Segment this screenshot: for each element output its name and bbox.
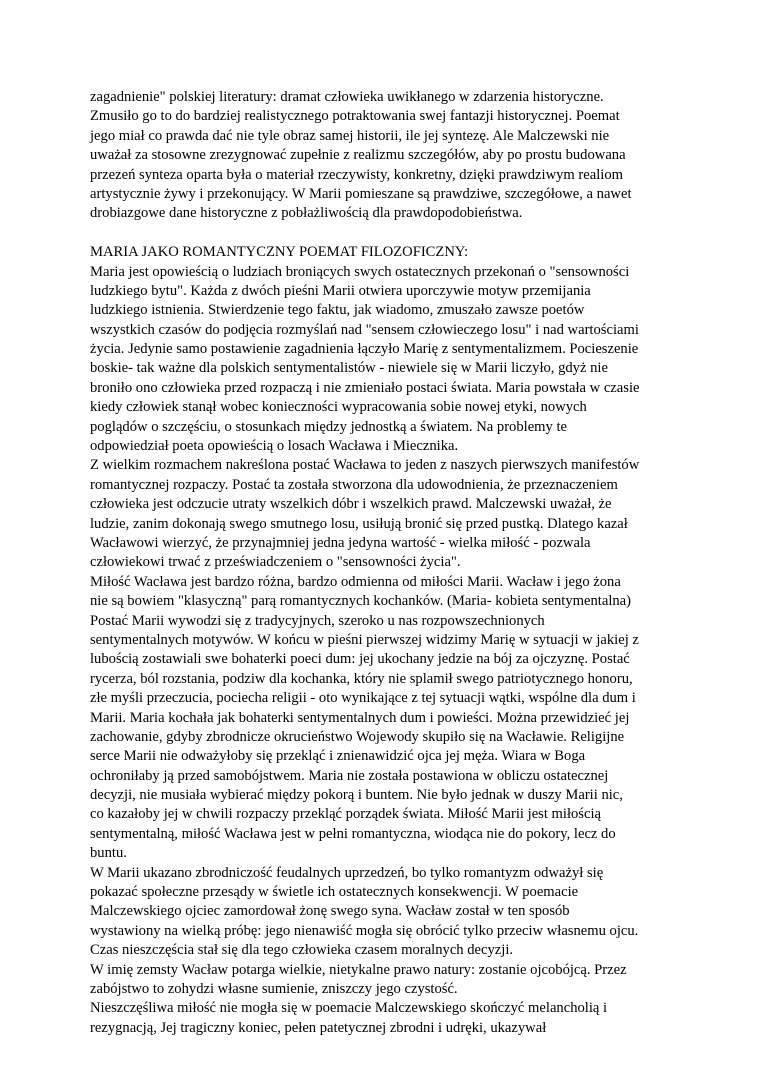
text-line: Maria jest opowieścią o ludziach broniących swych ostatecznych przekonań o "sensowności [90, 263, 630, 280]
text-line: Czas nieszczęścia stał się dla tego człowieka czasem moralnych decyzji. [90, 942, 514, 959]
text-line: kiedy człowiek stanął wobec konieczności wypracowania sobie nowej etyki, nowych [90, 399, 587, 416]
text-line: broniło ono człowieka przed rozpaczą i nie zmieniało postaci świata. Maria powstała w czasie [90, 379, 640, 396]
text-line: lubością zostawiali swe bohaterki poeci dum: jej ukochany jedzie na bój za ojczyznę. Postać [90, 651, 630, 668]
text-line: decyzji, nie musiała wybierać między pokorą i buntem. Nie było jednak w duszy Marii nic, [90, 787, 623, 804]
text-line: Marii. Maria kochała jak bohaterki sentymentalnych dum i powieści. Można przewidzieć jej [90, 709, 630, 726]
text-line: W Marii ukazano zbrodniczość feudalnych uprzedzeń, bo tylko romantyzm odważył się [90, 864, 604, 881]
blank-line [90, 224, 680, 243]
text-line: W imię zemsty Wacław potarga wielkie, nietykalne prawo natury: zostanie ojcobójcą. Przez [90, 961, 627, 978]
text-line: przezeń synteza oparta była o materiał rzeczywisty, konkretny, dzięki prawdziwym realiom [90, 166, 623, 183]
document-page [90, 88, 680, 1038]
text-line: Malczewskiego ojciec zamordował żonę swego syna. Wacław został w ten sposób [90, 903, 570, 920]
text-line: uważał za stosowne zrezygnować zupełnie z realizmu szczegółów, aby po prostu budowana [90, 147, 626, 164]
text-line: jego miał co prawda dać nie tyle obraz samej historii, ile jej syntezę. Ale Malczewski nie [90, 127, 610, 144]
text-line: Postać Marii wywodzi się z tradycyjnych, szeroko u nas rozpowszechnionych [90, 612, 545, 629]
text-line: Nieszczęśliwa miłość nie mogła się w poemacie Malczewskiego skończyć melancholią i [90, 1000, 608, 1017]
text-line: ludzkiego bytu". Każda z dwóch pieśni Marii otwiera uporczywie motyw przemijania [90, 282, 591, 299]
text-line: rezygnacją, Jej tragiczny koniec, pełen patetycznej zbrodni i udręki, ukazywał [90, 1019, 547, 1036]
text-line: serce Marii nie odważyłoby się przekląć i znienawidzić ojca jej męża. Wiara w Boga [90, 748, 586, 765]
text-line: Zmusiło go to do bardziej realistycznego potraktowania swej fantazji historycznej. Poemat [90, 108, 620, 125]
text-line: ludzkiego istnienia. Stwierdzenie tego faktu, jak wiadomo, zmuszało zawsze poetów [90, 302, 585, 319]
paragraph-unhappy-love [90, 999, 680, 1038]
paragraph-waclaw-despair [90, 456, 680, 572]
text-line: Z wielkim rozmachem nakreślona postać Wacława to jeden z naszych pierwszych manifestów [90, 457, 640, 474]
text-line: sentymentalnych motywów. W końcu w pieśni pierwszej widzimy Marię w sytuacji w jakiej z [90, 631, 639, 648]
text-line: złe myśli przeczucia, pociecha religii - oto wynikające z tej sytuacji wątki, wspólne dla dum i [90, 690, 636, 707]
text-line: nie są bowiem "klasyczną" parą romantycznych kochanków. (Maria- kobieta sentymentalna) [90, 593, 632, 610]
text-line: wystawiony na wielką próbę: jego nienawiść mogła się obrócić tylko przeciw własnemu ojcu. [90, 922, 639, 939]
text-line: ochroniłaby ją przed samobójstwem. Maria nie została postawiona w obliczu ostatecznej [90, 767, 609, 784]
paragraph-feudal-prejudice [90, 864, 680, 961]
text-line: Miłość Wacława jest bardzo różna, bardzo odmienna od miłości Marii. Wacław i jego żona [90, 573, 621, 590]
text-line: artystycznie żywy i przekonujący. W Marii pomieszane są prawdziwe, szczegółowe, a nawet [90, 185, 632, 202]
text-line: buntu. [90, 845, 127, 862]
text-line: poglądów o szczęściu, o stosunkach między jednostką a światem. Na problemy te [90, 418, 568, 435]
text-line: co kazałoby jej w chwili rozpaczy przekląć porządek świata. Miłość Marii jest miłością [90, 806, 601, 823]
text-line: odpowiedział poeta opowieścią o losach Wacława i Miecznika. [90, 438, 459, 455]
text-line: człowiekowi trwać z przeświadczeniem o "sensowności życia". [90, 554, 461, 571]
paragraph-synthesis [90, 88, 680, 224]
text-line: zabójstwo to zohydzi własne sumienie, zniszczy jego czystość. [90, 980, 458, 997]
text-line: zachowanie, gdyby zbrodnicze okrucieństwo Wojewody skupiło się na Wacławie. Religijne [90, 728, 625, 745]
text-line: wszystkich czasów do podjęcia rozmyślań nad "sensem człowieczego losu" i nad wartościami [90, 321, 639, 338]
text-line: romantycznej rozpaczy. Postać ta została stworzona dla udowodnienia, że przeznaczeniem [90, 476, 618, 493]
section-heading: MARIA JAKO ROMANTYCZNY POEMAT FILOZOFICZNY: [90, 244, 469, 261]
text-line: życia. Jedynie samo postawienie zagadnienia łączyło Marię z sentymentalizmem. Pocieszenie [90, 341, 639, 358]
text-line: ludzie, zanim dokonają swego smutnego losu, usiłują bronić się przed pustką. Dlatego kazał [90, 515, 628, 532]
paragraph-revenge [90, 961, 680, 1000]
text-line: boskie- tak ważne dla polskich sentymentalistów - niewiele się w Marii liczyło, gdyż nie [90, 360, 608, 377]
text-line: pokazać społeczne przesądy w świetle ich ostatecznych konsekwencji. W poemacie [90, 884, 579, 901]
text-line: rycerza, ból rozstania, podziw dla kochanka, który nie splamił swego patriotycznego honoru, [90, 670, 633, 687]
text-line: człowieka jest odczucie utraty wszelkich dóbr i wszelkich prawd. Malczewski uważał, że [90, 496, 612, 513]
text-line: Wacławowi wierzyć, że przynajmniej jedna jedyna wartość - wielka miłość - pozwala [90, 534, 591, 551]
paragraph-love [90, 573, 680, 864]
text-line: drobiazgowe dane historyczne z pobłażliwością dla prawdopodobieństwa. [90, 205, 523, 222]
text-line: zagadnienie" polskiej literatury: dramat człowieka uwikłanego w zdarzenia historyczne. [90, 89, 604, 105]
text-line: sentymentalną, miłość Wacława jest w pełni romantyczna, wiodąca nie do pokory, lecz do [90, 825, 616, 842]
paragraph-philosophy [90, 263, 680, 457]
